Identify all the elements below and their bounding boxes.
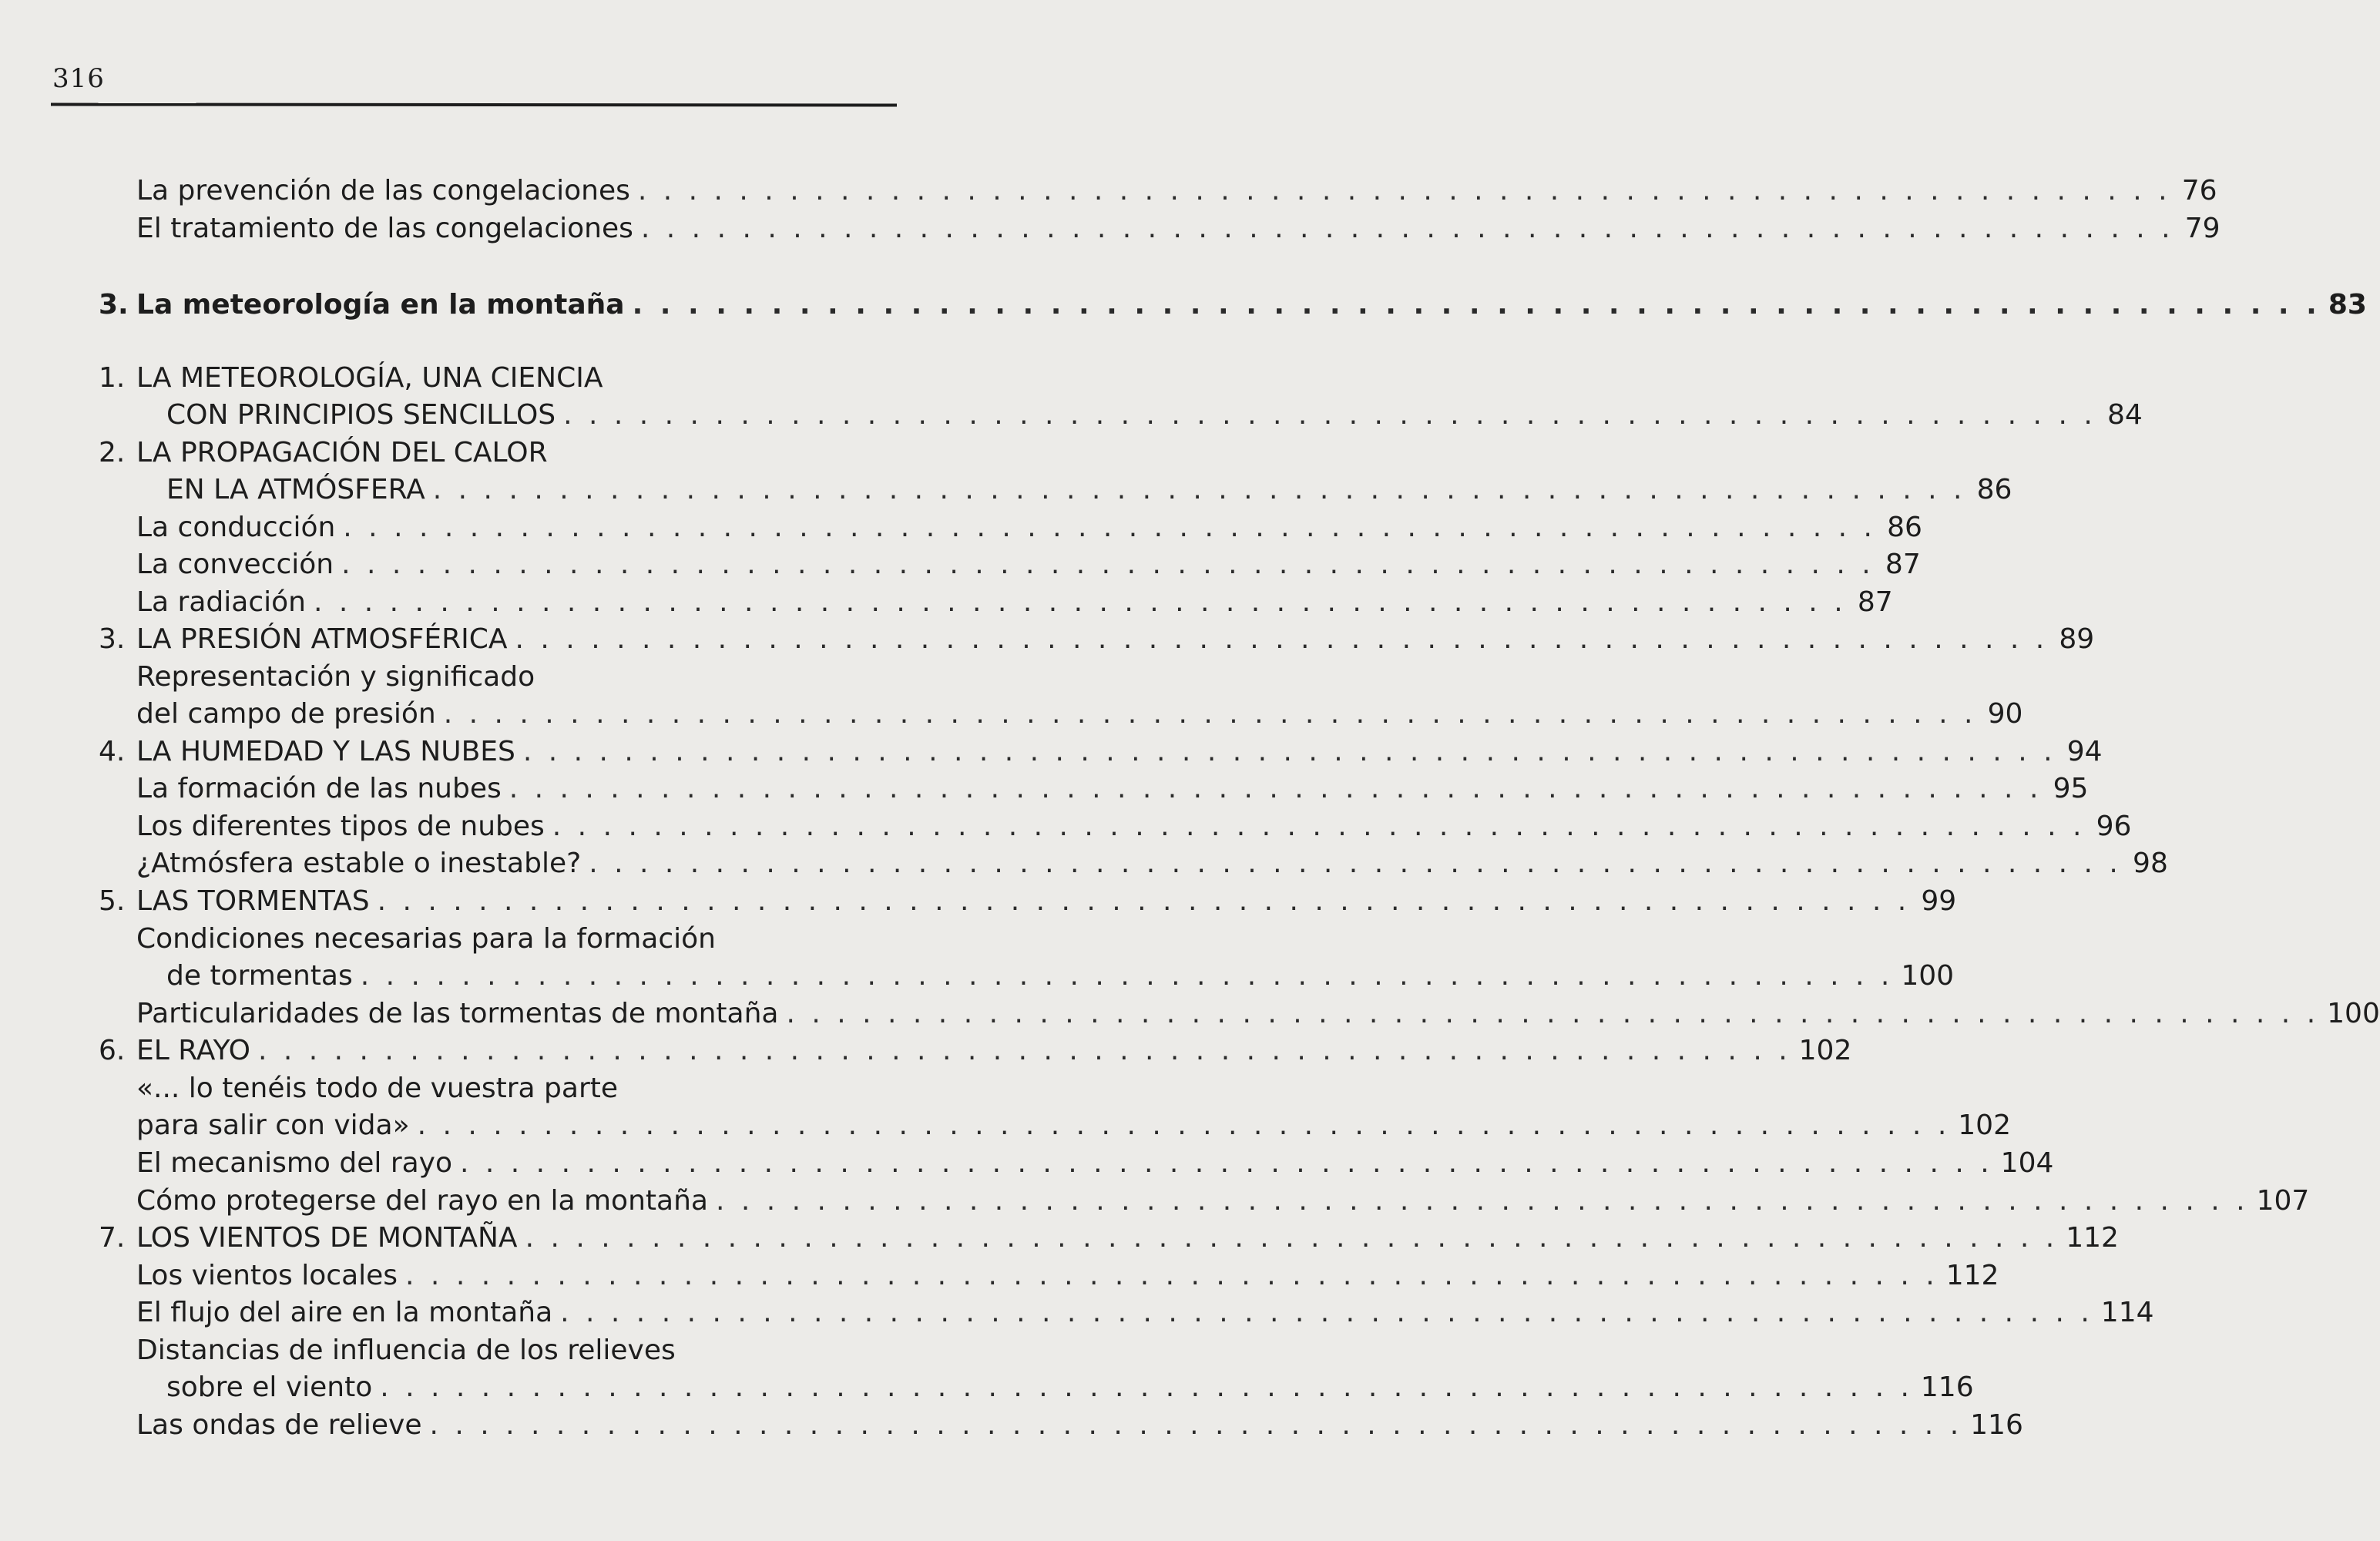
toc-entry bbox=[136, 922, 894, 956]
toc-entry-page: 79 bbox=[2184, 213, 2221, 244]
toc-entry-number: 2. bbox=[99, 437, 126, 468]
toc-entry-number: 4. bbox=[99, 736, 126, 767]
toc-entry bbox=[136, 586, 1893, 619]
toc-entry-title: LA PRESIÓN ATMOSFÉRICA bbox=[136, 623, 508, 655]
toc-entry bbox=[136, 1184, 2310, 1218]
toc-entry-title: Cómo protegerse del rayo en la montaña bbox=[136, 1185, 708, 1217]
dot-leader: . . . . . . . . . . . . . . . . . . . . . . . . . . . . . . . . . . . . . . . . . . . . . . . . . . . . . . . . . . . . . bbox=[377, 885, 1911, 917]
toc-entry-page: 112 bbox=[2066, 1222, 2119, 1254]
toc-entry bbox=[136, 1147, 2054, 1180]
toc-entry-title: LAS TORMENTAS bbox=[136, 885, 370, 917]
dot-leader: . . . . . . . . . . . . . . . . . . . . . . . . . . . . . . . . . . . . . . . . . . . . . . . . . . . . . . . . . . . . . bbox=[640, 213, 2174, 244]
toc-entry-number: 6. bbox=[99, 1035, 126, 1066]
toc-entry bbox=[99, 361, 894, 395]
dot-leader: . . . . . . . . . . . . . . . . . . . . . . . . . . . . . . . . . . . . . . . . . . . . . . . . . . . . . . . . . . . . . bbox=[509, 773, 2043, 804]
dot-leader: . . . . . . . . . . . . . . . . . . . . . . . . . . . . . . . . . . . . . . . . . . . . . . . . . . . . . . . . . . . . . bbox=[429, 1409, 1963, 1441]
toc-entry bbox=[136, 1408, 2023, 1442]
toc-entry-page: 102 bbox=[1798, 1035, 1852, 1066]
toc-entry bbox=[99, 1221, 2119, 1255]
toc-entry-page: 95 bbox=[2053, 773, 2089, 804]
toc-entry-title: Los diferentes tipos de nubes bbox=[136, 811, 545, 842]
dot-leader: . . . . . . . . . . . . . . . . . . . . . . . . . . . . . . . . . . . . . . . . . . . . . . . . . . . . . . . . . . . . . bbox=[589, 848, 2122, 879]
dot-leader: . . . . . . . . . . . . . . . . . . . . . . . . . . . . . . . . . . . . . . . . . . . . . . . . . . . . . . . . . . . . . bbox=[525, 1222, 2059, 1254]
dot-leader: . . . . . . . . . . . . . . . . . . . . . . . . . . . . . . . . . . . . . . . . . . . . . . . . . . . . . . . . . . . . . bbox=[443, 698, 1977, 730]
toc-entry bbox=[136, 548, 1921, 582]
toc-entry bbox=[136, 1334, 894, 1368]
dot-leader: . . . . . . . . . . . . . . . . . . . . . . . . . . . . . . . . . . . . . . . . . . . . . . . . . . . . . . . . . . . . . bbox=[563, 399, 2096, 431]
dot-leader: . . . . . . . . . . . . . . . . . . . . . . . . . . . . . . . . . . . . . . . . . . . . . . . . . . . . . . . . . . . . . bbox=[341, 549, 1875, 580]
toc-entry bbox=[136, 1296, 2154, 1330]
toc-entry-page: 100 bbox=[2327, 998, 2380, 1029]
toc-entry-page: 87 bbox=[1857, 586, 1893, 618]
dot-leader: . . . . . . . . . . . . . . . . . . . . . . . . . . . . . . . . . . . . . . . . . . . . . . . . . . . . . . . . . . . . . bbox=[405, 1260, 1939, 1291]
toc-entry-title: para salir con vida» bbox=[136, 1110, 410, 1141]
toc-entry bbox=[136, 772, 2089, 806]
toc-entry-title: El flujo del aire en la montaña bbox=[136, 1297, 553, 1328]
toc-entry-title: EL RAYO bbox=[136, 1035, 250, 1066]
dot-leader: . . . . . . . . . . . . . . . . . . . . . . . . . . . . . . . . . . . . . . . . . . . . . . . . . . . . . . . . . . . . . bbox=[515, 623, 2049, 655]
toc-entry bbox=[136, 660, 894, 694]
toc-entry-title: La convección bbox=[136, 549, 334, 580]
page-number: 316 bbox=[52, 63, 105, 94]
toc-entry-title: El mecanismo del rayo bbox=[136, 1147, 453, 1179]
toc-entry-page: 114 bbox=[2100, 1297, 2154, 1328]
toc-entry-number: 3. bbox=[99, 623, 126, 655]
toc-entry-number: 7. bbox=[99, 1222, 126, 1254]
toc-entry-title: Representación y significado bbox=[136, 661, 535, 693]
toc-entry-page: 84 bbox=[2106, 399, 2143, 431]
toc-entry bbox=[99, 735, 2103, 769]
toc-entry bbox=[136, 997, 2380, 1031]
toc-entry bbox=[99, 288, 2367, 322]
dot-leader: . . . . . . . . . . . . . . . . . . . . . . . . . . . . . . . . . . . . . . . . . . . . . . . . . . . . . . . . . . . . . bbox=[632, 289, 2321, 321]
toc-entry-page: 98 bbox=[2133, 848, 2168, 879]
dot-leader: . . . . . . . . . . . . . . . . . . . . . . . . . . . . . . . . . . . . . . . . . . . . . . . . . . . . . . . . . . . . . bbox=[460, 1147, 1993, 1179]
dot-leader: . . . . . . . . . . . . . . . . . . . . . . . . . . . . . . . . . . . . . . . . . . . . . . . . . . . . . . . . . . . . . bbox=[637, 175, 2171, 206]
toc-entry-page: 86 bbox=[1976, 474, 2012, 505]
toc-entry-number: 3. bbox=[99, 289, 129, 321]
toc-entry-title: LA METEOROLOGÍA, UNA CIENCIA bbox=[136, 362, 603, 394]
toc-entry-page: 87 bbox=[1885, 549, 1921, 580]
dot-leader: . . . . . . . . . . . . . . . . . . . . . . . . . . . . . . . . . . . . . . . . . . . . . . . . . . . . . . . . . . . . . bbox=[432, 474, 1966, 505]
toc-entry-page: 99 bbox=[1921, 885, 1957, 917]
toc-entry-page: 86 bbox=[1887, 512, 1922, 543]
dot-leader: . . . . . . . . . . . . . . . . . . . . . . . . . . . . . . . . . . . . . . . . . . . . . . . . . . . . . . . . . . . . . bbox=[786, 998, 2320, 1029]
toc-entry-number: 5. bbox=[99, 885, 126, 917]
toc-entry bbox=[136, 174, 2217, 208]
toc-entry-title: Distancias de influencia de los relieves bbox=[136, 1335, 676, 1366]
dot-leader: . . . . . . . . . . . . . . . . . . . . . . . . . . . . . . . . . . . . . . . . . . . . . . . . . . . . . . . . . . . . . bbox=[380, 1371, 1913, 1403]
dot-leader: . . . . . . . . . . . . . . . . . . . . . . . . . . . . . . . . . . . . . . . . . . . . . . . . . . . . . . . . . . . . . bbox=[313, 586, 1847, 618]
toc-entry bbox=[99, 885, 1957, 918]
dot-leader: . . . . . . . . . . . . . . . . . . . . . . . . . . . . . . . . . . . . . . . . . . . . . . . . . . . . . . . . . . . . . bbox=[522, 736, 2056, 767]
toc-entry-title: La radiación bbox=[136, 586, 306, 618]
toc-entry bbox=[166, 959, 1955, 993]
toc-entry bbox=[136, 810, 2132, 844]
toc-entry-title: Los vientos locales bbox=[136, 1260, 398, 1291]
toc-entry-page: 100 bbox=[1901, 960, 1955, 992]
toc-entry-title: del campo de presión bbox=[136, 698, 436, 730]
toc-entry bbox=[136, 1072, 894, 1106]
toc-entry-title: La conducción bbox=[136, 512, 336, 543]
toc-entry-number: 1. bbox=[99, 362, 126, 394]
toc-entry bbox=[136, 1259, 1999, 1293]
toc-entry-page: 94 bbox=[2066, 736, 2103, 767]
toc-entry-page: 104 bbox=[2000, 1147, 2054, 1179]
dot-leader: . . . . . . . . . . . . . . . . . . . . . . . . . . . . . . . . . . . . . . . . . . . . . . . . . . . . . . . . . . . . . bbox=[560, 1297, 2093, 1328]
toc-entry bbox=[136, 1109, 2011, 1143]
toc-entry-title: El tratamiento de las congelaciones bbox=[136, 213, 633, 244]
toc-entry-title: LA PROPAGACIÓN DEL CALOR bbox=[136, 437, 548, 468]
toc-entry bbox=[166, 1371, 1974, 1405]
toc-entry-page: 112 bbox=[1945, 1260, 1999, 1291]
toc-entry bbox=[136, 511, 1922, 545]
toc-entry-title: ¿Atmósfera estable o inestable? bbox=[136, 848, 582, 879]
toc-entry-page: 116 bbox=[1920, 1371, 1974, 1403]
dot-leader: . . . . . . . . . . . . . . . . . . . . . . . . . . . . . . . . . . . . . . . . . . . . . . . . . . . . . . . . . . . . . bbox=[258, 1035, 1791, 1066]
toc-entry bbox=[99, 623, 2095, 656]
toc-entry-page: 76 bbox=[2181, 175, 2217, 206]
dot-leader: . . . . . . . . . . . . . . . . . . . . . . . . . . . . . . . . . . . . . . . . . . . . . . . . . . . . . . . . . . . . . bbox=[417, 1110, 1951, 1141]
toc-entry-page: 83 bbox=[2328, 289, 2367, 321]
dot-leader: . . . . . . . . . . . . . . . . . . . . . . . . . . . . . . . . . . . . . . . . . . . . . . . . . . . . . . . . . . . . . bbox=[360, 960, 1894, 992]
toc-entry bbox=[99, 436, 894, 470]
dot-leader: . . . . . . . . . . . . . . . . . . . . . . . . . . . . . . . . . . . . . . . . . . . . . . . . . . . . . . . . . . . . . bbox=[715, 1185, 2249, 1217]
toc-entry-page: 96 bbox=[2096, 811, 2132, 842]
toc-entry-page: 89 bbox=[2059, 623, 2095, 655]
toc-entry-title: La prevención de las congelaciones bbox=[136, 175, 630, 206]
toc-entry-page: 90 bbox=[1987, 698, 2023, 730]
dot-leader: . . . . . . . . . . . . . . . . . . . . . . . . . . . . . . . . . . . . . . . . . . . . . . . . . . . . . . . . . . . . . bbox=[343, 512, 1876, 543]
toc-entry bbox=[166, 398, 2143, 432]
toc-entry-title: La meteorología en la montaña bbox=[136, 289, 625, 321]
toc-entry-title: LOS VIENTOS DE MONTAÑA bbox=[136, 1222, 518, 1254]
toc-entry-title: de tormentas bbox=[166, 960, 353, 992]
toc-entry bbox=[136, 697, 2023, 731]
header-rule bbox=[51, 103, 897, 107]
toc-entry-title: sobre el viento bbox=[166, 1371, 373, 1403]
toc-entry-title: CON PRINCIPIOS SENCILLOS bbox=[166, 399, 556, 431]
toc-entry-page: 107 bbox=[2256, 1185, 2310, 1217]
toc-entry-title: Condiciones necesarias para la formación bbox=[136, 923, 716, 955]
toc-entry-title: Las ondas de relieve bbox=[136, 1409, 422, 1441]
toc-entry-title: LA HUMEDAD Y LAS NUBES bbox=[136, 736, 515, 767]
toc-entry-title: La formación de las nubes bbox=[136, 773, 502, 804]
toc-entry bbox=[136, 212, 2221, 246]
toc-entry bbox=[136, 847, 2168, 881]
toc-entry bbox=[99, 1034, 1852, 1068]
toc-entry bbox=[166, 473, 2012, 507]
toc-entry-title: Particularidades de las tormentas de montaña bbox=[136, 998, 779, 1029]
toc-entry-page: 102 bbox=[1958, 1110, 2011, 1141]
toc-entry-title: «... lo tenéis todo de vuestra parte bbox=[136, 1073, 619, 1104]
toc-entry-title: EN LA ATMÓSFERA bbox=[166, 474, 425, 505]
dot-leader: . . . . . . . . . . . . . . . . . . . . . . . . . . . . . . . . . . . . . . . . . . . . . . . . . . . . . . . . . . . . . bbox=[552, 811, 2086, 842]
toc-entry-page: 116 bbox=[1970, 1409, 2023, 1441]
